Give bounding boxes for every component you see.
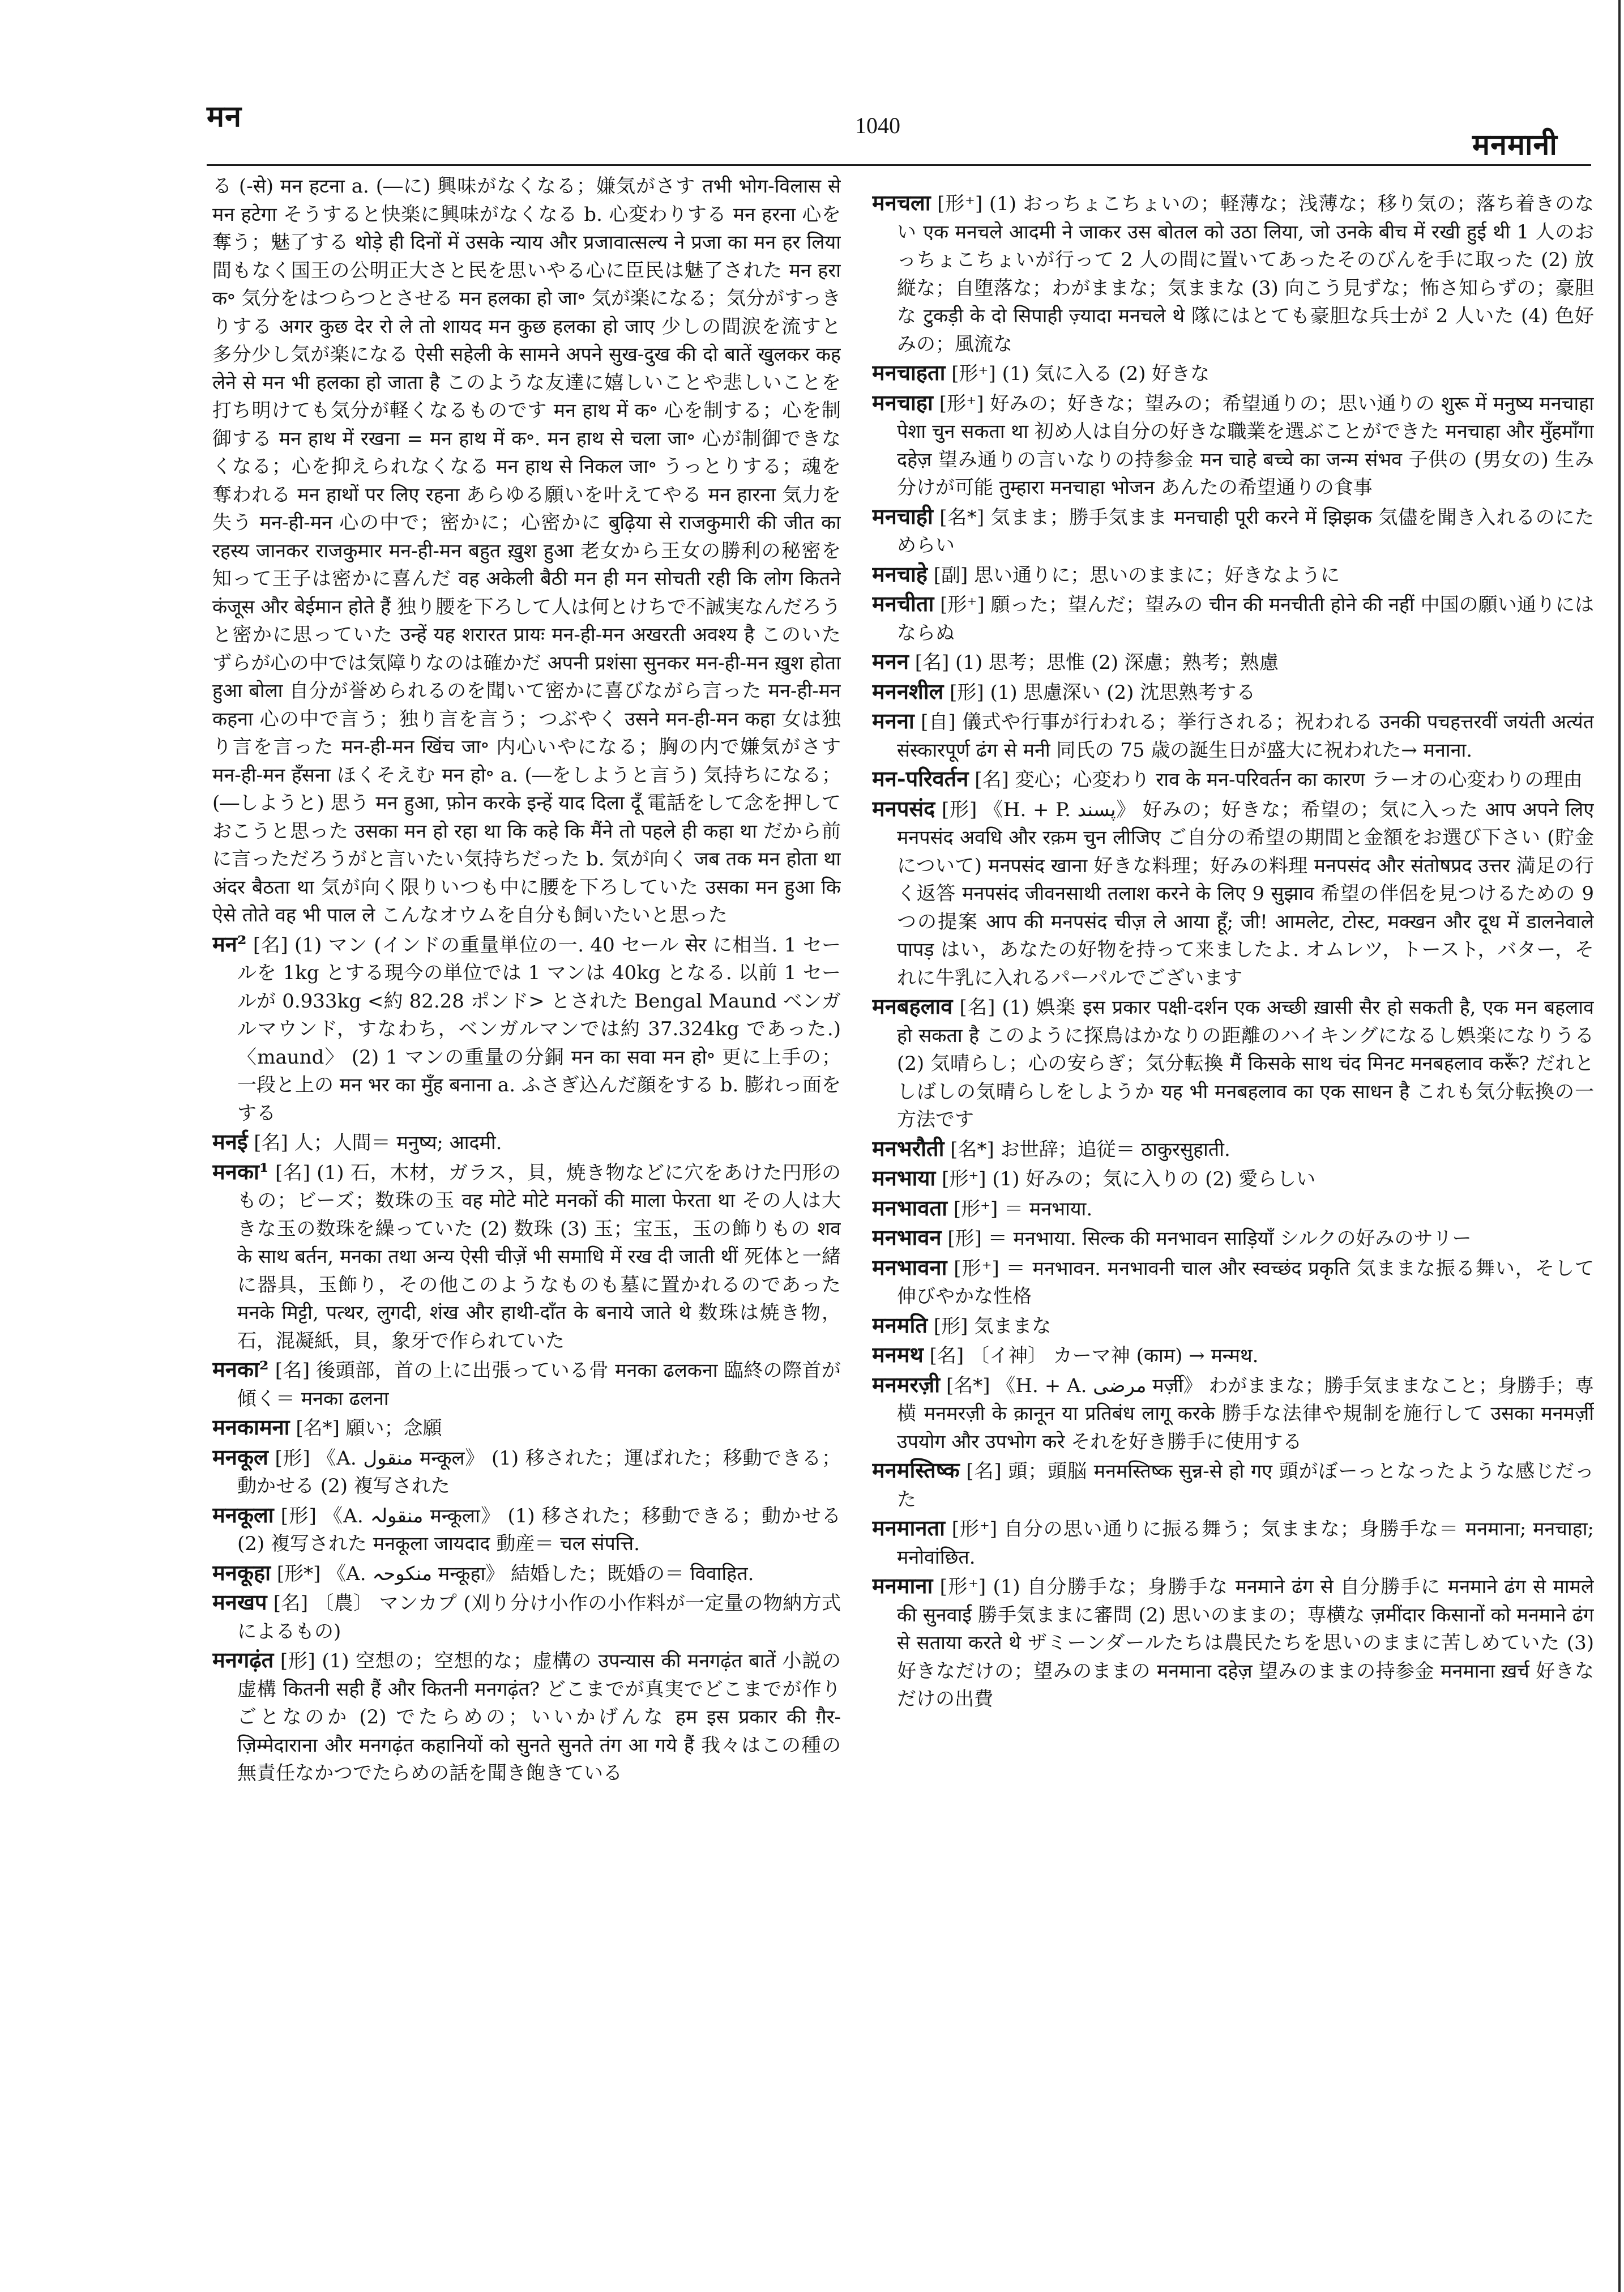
header-rule [207, 164, 1591, 166]
entry-headword: मनचीता [872, 591, 934, 616]
entry-body: [名] (1) 石，木材，ガラス，貝，焼き物などに穴をあけた円形のもの；ビーズ；数珠の玉 वह मोटे मोटे मनकों की माला फेरता था その人は大きな玉の数珠を繰っていた (2) 数珠 (3) 玉；宝玉，玉の飾りもの शव के साथ बर्तन, मनका तथा अन्य ऐसी चीज़ें भी समाधि में रख दी जाती थीं 死体と一緒に器具，玉飾り，その他このようなものも墓に置かれるのであった मनके मिट्टी, पत्थर, लुगदी, शंख और हाथी-दाँत के बनाये जाते थे 数珠は焼き物，石，混凝紙，貝，象牙で作られていた [237, 1161, 841, 1352]
entry-headword: मनपसंद [872, 795, 935, 821]
entry-headword: मनकूला [212, 1501, 274, 1527]
dictionary-entry [872, 1223, 1594, 1253]
entry-body: [形*] 《A. منکوحہ मन्कूहा》 結婚した；既婚の＝ विवाहित. [276, 1562, 754, 1585]
entry-body: [形] ＝ मनभाया. सिल्क की मनभावन साड़ियाँ シルクの好みのサリー [947, 1227, 1472, 1250]
entry-body: [形⁺] (1) 好みの；気に入りの (2) 愛らしい [942, 1168, 1316, 1190]
entry-headword: मनमस्तिष्क [872, 1457, 960, 1483]
dictionary-entry [872, 1341, 1594, 1371]
entry-body: [形⁺] (1) 自分勝手な；身勝手な मनमाने ढंग से 自分勝手に मनमाने ढंग से मामले की सुनवाई 勝手気ままに審問 (2) 思いのままの；専横な ज़मींदार किसानों को मनमाने ढंग से सताया करते थे ザミーンダールたちは農民たちを思いのままに苦しめていた (3) 好きなだけの；望みのままの मनमाना दहेज़ 望みのままの持参金 मनमाना ख़र्च 好きなだけの出費 [897, 1576, 1594, 1710]
entry-headword: मनभावना [872, 1254, 947, 1280]
entry-body: [形] 《A. منقول मन्कूल》 (1) 移された；運ばれた；移動できる；動かせる (2) 複写された [237, 1446, 841, 1497]
dictionary-entry [212, 1559, 841, 1589]
binding-edge [1618, 0, 1621, 2292]
entry-body: [形] (1) 思慮深い (2) 沈思熟考する [950, 681, 1256, 704]
dictionary-entry [872, 1371, 1594, 1457]
entry-body: [名] (1) 思考；思惟 (2) 深慮；熟考；熟慮 [914, 651, 1279, 674]
entry-body: [形⁺] ＝ मनभावन. मनभावनी चाल और स्वच्छंद प्रकृति 気ままな振る舞い，そして伸びやかな性格 [897, 1257, 1594, 1308]
dictionary-entry [872, 647, 1594, 677]
entry-headword: मनना [872, 708, 914, 733]
entry-body: [名] 人；人間＝ मनुष्य; आदमी. [254, 1132, 502, 1154]
entry-headword: मनबहलाव [872, 993, 953, 1019]
dictionary-entry [872, 358, 1594, 389]
entry-body: [形⁺] (1) 気に入る (2) 好きな [951, 362, 1210, 385]
entry-body: [形] 《H. + P. پسند》 好みの；好きな；希望の；気に入った आप अपने लिए मनपसंद अवधि और रक़म चुन लीजिए ご自分の希望の期間と金額をお選び下さい (貯金について) मनपसंद खाना 好きな料理；好みの料理 मनपसंद और संतोषप्रद उत्तर 満足の行く返答 मनपसंद जीवनसाथी तलाश करने के लिए 9 सुझाव 希望の伴侶を見つけるための 9 つの提案 आप की मनपसंद चीज़ ले आया हूँ; जी! आमलेट, टोस्ट, मक्खन और दूध में डालनेवाले पापड़ はい，あなたの好物を持って来ましたよ. オムレツ，トースト，バター，それに牛乳に入れるパーパルでございます [897, 798, 1594, 989]
entry-headword: मनन [872, 648, 909, 674]
dictionary-entry [212, 1443, 841, 1501]
entry-body: [形] (1) 空想の；空想的な；虚構の उपन्यास की मनगढ़ंत बातें 小説の虚構 कितनी सही हैं और कितनी मनगढ़ंत? どこまでが真実でどこまでが作りごとなのか (2) でたらめの；いいかげんな हम इस प्रकार की ग़ैर-ज़िम्मेदाराना और मनगढ़ंत कहानियों को सुनते सुनते तंग आ गये हैं 我々はこの種の無責任なかつでたらめの話を聞き飽きている [237, 1650, 841, 1785]
entry-body: [形⁺] 願った；望んだ；望みの चीन की मनचीती होने की नहीं 中国の願い通りにはならぬ [897, 594, 1594, 645]
entry-body: [名*] 気まま；勝手気まま मनचाही पूरी करने में झिझक 気儘を聞き入れるのにためらい [897, 506, 1594, 557]
entry-body: [形⁺] ＝ मनभाया. [953, 1197, 1093, 1220]
entry-headword: मनभरौती [872, 1135, 945, 1161]
dictionary-entry [212, 930, 841, 1128]
entry-headword: मनभाया [872, 1165, 936, 1190]
dictionary-entry [872, 1164, 1594, 1194]
left-column [212, 173, 841, 2268]
entry-headword: मनमानता [872, 1515, 945, 1540]
right-column [872, 189, 1594, 2278]
entry-headword: मनचाहा [872, 389, 933, 415]
entry-headword: मनगढ़ंत [212, 1647, 274, 1672]
dictionary-entry [212, 1413, 841, 1443]
dictionary-entry [872, 1514, 1594, 1572]
entry-body: [名*] 《H. + A. مرضی मर्ज़ी》 わがままな；勝手気ままなこと；身勝手；専横 मनमरज़ी के क़ानून या प्रतिबंध लागू करके 勝手な法律や規制を施行して उसका मनमर्ज़ी उपयोग और उपभोग करे それを好き勝手に使用する [897, 1374, 1594, 1453]
entry-body: [形⁺] 自分の思い通りに振る舞う；気ままな；身勝手な＝ मनमाना; मनचाहा; मनोवांछित. [897, 1518, 1594, 1569]
entry-body: る (-से) मन हटना a. (―に) 興味がなくなる；嫌気がさす तभी भोग-विलास से मन हटेगा そうすると快楽に興味がなくなる b. 心変わりする मन हरना 心を奪う；魅了する थोड़े ही दिनों में उसके न्याय और प्रजावात्सल्य ने प्रजा का मन हर लिया 間もなく国王の公明正大さと民を思いやる心に臣民は魅了された मन हरा क॰ 気分をはつらつとさせる मन हलका हो जा॰ 気が楽になる；気分がすっきりする अगर कुछ देर रो ले तो शायद मन कुछ हलका हो जाए 少しの間涙を流すと多分少し気が楽になる ऐसी सहेली के सामने अपने सुख-दुख की दो बातें खुलकर कह लेने से मन भी हलका हो जाता है このような友達に嬉しいことや悲しいことを打ち明けても気分が軽くなるものです मन हाथ में क॰ 心を制する；心を制御する मन हाथ में रखना = मन हाथ में क॰. मन हाथ से चला जा॰ 心が制御できなくなる；心を抑えられなくなる मन हाथ से निकल जा॰ うっとりする；魂を奪われる मन हाथों पर लिए रहना あらゆる願いを叶えてやる मन हारना 気力を失う मन-ही-मन 心の中で；密かに；心密かに बुढ़िया से राजकुमारी की जीत का रहस्य जानकर राजकुमार मन-ही-मन बहुत ख़ुश हुआ 老女から王女の勝利の秘密を知って王子は密かに喜んだ वह अकेली बैठी मन ही मन सोचती रही कि लोग कितने कंजूस और बेईमान होते हैं 独り腰を下ろして人は何とけちで不誠実なんだろうと密かに思っていた उन्हें यह शरारत प्रायः मन-ही-मन अखरती अवश्य है このいたずらが心の中では気障りなのは確かだ अपनी प्रशंसा सुनकर मन-ही-मन ख़ुश होता हुआ बोला 自分が誉められるのを聞いて密かに喜びながら言った मन-ही-मन कहना 心の中で言う；独り言を言う；つぶやく उसने मन-ही-मन कहा 女は独り言を言った मन-ही-मन खिंच जा॰ 内心いやになる；胸の内で嫌気がさす मन-ही-मन हँसना ほくそえむ मन हो॰ a. (―をしようと言う) 気持ちになる；(―しようと) 思う मन हुआ, फ़ोन करके इन्हें याद दिला दूँ 電話をして念を押しておこうと思った उसका मन हो रहा था कि कहे कि मैंने तो पहले ही कहा था だから前に言っただろうがと言いたい気持ちだった b. 気が向く जब तक मन होता था अंदर बैठता था 気が向く限りいつも中に腰を下ろしていた उसका मन हुआ कि ऐसे तोते वह भी पाल ले こんなオウムを自分も飼いたいと思った [212, 175, 841, 927]
dictionary-entry [872, 795, 1594, 993]
dictionary-entry [212, 1158, 841, 1356]
dictionary-entry [872, 1572, 1594, 1714]
dictionary-entry [212, 1646, 841, 1788]
dictionary-entry [872, 189, 1594, 358]
dictionary-entry [872, 590, 1594, 647]
entry-headword: मनभावन [872, 1224, 942, 1250]
entry-body: [形] 《A. منقولہ मन्कूला》 (1) 移された；移動できる；動かせる (2) 複写された मनकूला जायदाद 動産＝ चल संपत्ति. [237, 1504, 841, 1555]
header-left-guide-word: मन [207, 99, 242, 134]
entry-headword: मनचाही [872, 503, 933, 529]
dictionary-entry [212, 1588, 841, 1646]
header-right-guide-word: मनमानी [1472, 127, 1558, 162]
entry-body: [副] 思い通りに；思いのままに；好きなように [933, 564, 1340, 587]
entry-body: [名] 〔農〕 マンカプ (刈り分け小作の小作料が一定量の物納方式によるもの) [237, 1592, 841, 1643]
entry-headword: मनचाहता [872, 360, 946, 385]
entry-headword: मनकूल [212, 1444, 268, 1470]
dictionary-entry [212, 173, 841, 930]
entry-body: [形] 気ままな [933, 1314, 1052, 1338]
dictionary-entry [212, 1501, 841, 1559]
dictionary-entry [212, 1128, 841, 1158]
dictionary-entry [872, 1311, 1594, 1341]
dictionary-entry [212, 1355, 841, 1413]
entry-headword: मनमाना [872, 1573, 933, 1598]
entry-headword: मनमथ [872, 1342, 924, 1367]
entry-headword: मनभावता [872, 1194, 948, 1220]
entry-headword: मनमति [872, 1312, 928, 1338]
dictionary-entry [872, 992, 1594, 1134]
entry-headword: मनकूहा [212, 1559, 271, 1585]
dictionary-entry [872, 707, 1594, 765]
entry-body: [名] (1) 娯楽 इस प्रकार पक्षी-दर्शन एक अच्छी ख़ासी सैर हो सकती है, एक मन बहलाव हो सकता है このように探鳥はかなりの距離のハイキングになるし娯楽になりうる (2) 気晴らし；心の安らぎ；気分転換 मैं किसके साथ चंद मिनट मनबहलाव करूँ? だれとしばしの気晴らしをしようか यह भी मनबहलाव का एक साधन है これも気分転換の一方法です [897, 996, 1594, 1131]
entry-body: [形⁺] (1) おっちょこちょいの；軽薄な；浅薄な；移り気の；落ち着きのない एक मनचले आदमी ने जाकर उस बोतल को उठा लिया, जो उनके बीच में रखी हुई थी 1 人のおっちょこちょいが行って 2 人の間に置いてあったそのびんを手に取った (2) 放縦な；自堕落な；わがままな；気ままな (3) 向こう見ずな；怖さ知らずの；豪胆な टुकड़ी के दो सिपाही ज़्यादा मनचले थे 隊にはとても豪胆な兵士が 2 人いた (4) 色好みの；風流な [897, 193, 1594, 356]
entry-body: [名*] お世辞；追従＝ ठाकुरसुहाती. [950, 1138, 1230, 1161]
entry-headword: मन-परिवर्तन [872, 766, 969, 791]
entry-headword: मनका¹ [212, 1158, 269, 1184]
entry-body: [名] 変心；心変わり राव के मन-परिवर्तन का कारण ラーオの心変わりの理由 [975, 769, 1583, 791]
entry-headword: मन² [212, 931, 247, 957]
dictionary-entry [872, 677, 1594, 707]
entry-headword: मनचला [872, 190, 931, 215]
entry-body: [名*] 願い；念願 [296, 1417, 442, 1440]
entry-headword: मनई [212, 1129, 248, 1154]
dictionary-entry [872, 1456, 1594, 1514]
entry-headword: मनकामना [212, 1414, 290, 1440]
entry-headword: मनमरज़ी [872, 1371, 941, 1397]
dictionary-entry [872, 1134, 1594, 1164]
dictionary-entry [872, 765, 1594, 795]
dictionary-entry [872, 1194, 1594, 1224]
entry-body: [名] (1) マン (インドの重量単位の一. 40 セール सेर に相当. 1 セールを 1kg とする現今の単位では 1 マンは 40kg となる. 以前 1 セールが 0.933kg <約 82.28 ポンド> とされた Bengal Maund ベンガルマウンド，すなわち，ベンガルマンでは約 37.324kg であった.) 〈maund〉 (2) 1 マンの重量の分銅 मन का सवा मन हो॰ 更に上手の；一段と上の मन भर का मुँह बनाना a. ふさぎ込んだ顔をする b. 膨れっ面をする [237, 933, 841, 1125]
dictionary-entry [872, 502, 1594, 560]
entry-body: [名] 頭；頭脳 मनमस्तिष्क सुन्न-से हो गए 頭がぼーっとなったような感じだった [897, 1460, 1594, 1511]
entry-body: [名] 後頭部，首の上に出張っている骨 मनका ढलकना 臨終の際首が傾く＝ मनका ढलना [237, 1359, 841, 1410]
entry-body: [名] 〔イ神〕 カーマ神 (काम) → मन्मथ. [929, 1345, 1259, 1367]
entry-headword: मननशील [872, 678, 944, 704]
dictionary-entry [872, 1253, 1594, 1311]
dictionary-entry [872, 389, 1594, 502]
page-number: 1040 [855, 113, 900, 138]
entry-headword: मनखप [212, 1589, 267, 1615]
dictionary-entry [872, 560, 1594, 590]
entry-body: [形⁺] 好みの；好きな；望みの；希望通りの；思い通りの शुरू में मनुष्य मनचाहा पेशा चुन सकता था 初め人は自分の好きな職業を選ぶことができた मनचाहा और मुँहमाँगा दहेज़ 望み通りの言いなりの持参金 मन चाहे बच्चे का जन्म संभव 子供の (男女の) 生み分けが可能 तुम्हारा मनचाहा भोजन あんたの希望通りの食事 [897, 392, 1594, 499]
entry-body: [自] 儀式や行事が行われる；挙行される；祝われる उनकी पचहत्तरवीं जयंती अत्यंत संस्कारपूर्ण ढंग से मनी 同氏の 75 歳の誕生日が盛大に祝われた→ मनाना. [897, 711, 1594, 762]
entry-headword: मनचाहे [872, 561, 928, 587]
entry-headword: मनका² [212, 1356, 269, 1382]
